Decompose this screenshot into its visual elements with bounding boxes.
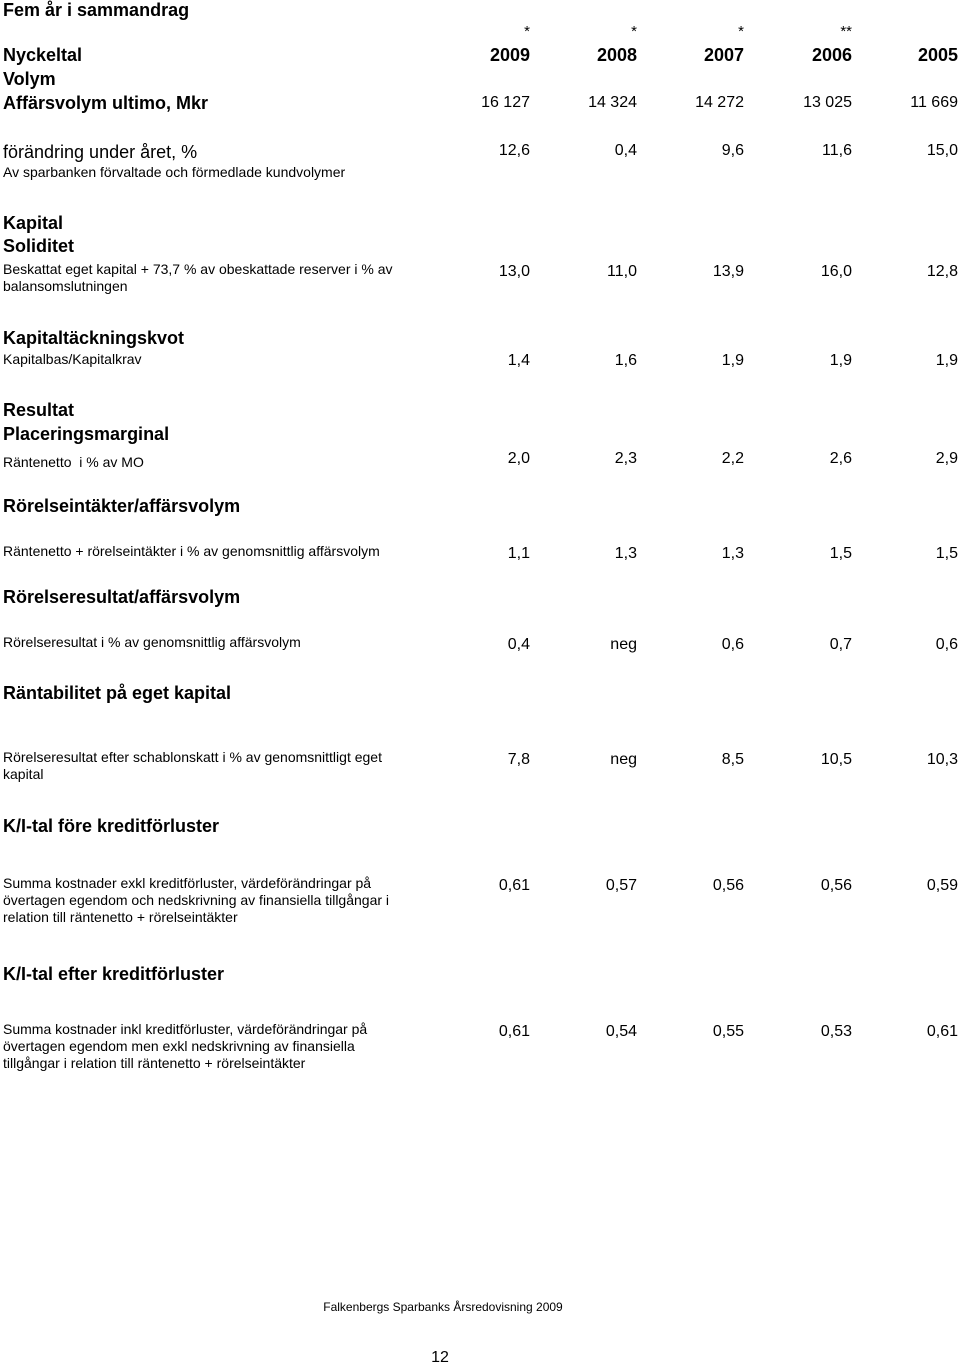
table-cell: 1,3 bbox=[721, 545, 744, 562]
table-cell: 0,56 bbox=[712, 877, 744, 894]
table-cell: 1,5 bbox=[829, 545, 852, 562]
table-cell: 13,9 bbox=[712, 263, 744, 280]
row-label: Kapitalbas/Kapitalkrav bbox=[3, 351, 142, 367]
table-cell: 13,0 bbox=[498, 263, 530, 280]
table-cell: 13 025 bbox=[803, 94, 852, 111]
table-cell: 10,5 bbox=[820, 751, 852, 768]
row-label: Summa kostnader inkl kreditförluster, värdeförändringar på övertagen egendom men exkl nedskrivning av finansiella tillgångar i relation till räntenetto + rörelseintäkter bbox=[3, 1021, 368, 1071]
table-cell: 15,0 bbox=[926, 142, 958, 159]
section-heading-kapital: Kapital bbox=[3, 213, 64, 233]
year-header: 2005 bbox=[917, 45, 958, 65]
table-cell: 14 272 bbox=[695, 94, 744, 111]
year-mark: * bbox=[524, 23, 530, 40]
table-cell: 10,3 bbox=[926, 751, 958, 768]
table-cell: 1,9 bbox=[935, 352, 958, 369]
table-cell: 16,0 bbox=[820, 263, 852, 280]
table-cell: 1,1 bbox=[507, 545, 530, 562]
table-cell: 0,4 bbox=[507, 636, 530, 653]
section-heading-rorelseresultat: Rörelseresultat/affärsvolym bbox=[3, 587, 241, 607]
year-mark: * bbox=[631, 23, 637, 40]
section-heading-volym: Volym bbox=[3, 69, 56, 89]
table-cell: 16 127 bbox=[481, 94, 530, 111]
page-footer: Falkenbergs Sparbanks Årsredovisning 2009 bbox=[323, 1300, 563, 1314]
table-cell: 2,9 bbox=[935, 450, 958, 467]
table-cell: 1,9 bbox=[829, 352, 852, 369]
table-cell: 8,5 bbox=[721, 751, 744, 768]
table-cell: 0,61 bbox=[926, 1023, 958, 1040]
section-heading-kapitaltackningskvot: Kapitaltäckningskvot bbox=[3, 328, 185, 348]
page-title: Fem år i sammandrag bbox=[3, 0, 190, 20]
table-cell: 2,6 bbox=[829, 450, 852, 467]
table-cell: 7,8 bbox=[507, 751, 530, 768]
table-cell: 9,6 bbox=[721, 142, 744, 159]
table-cell: 1,3 bbox=[614, 545, 637, 562]
section-heading-rantabilitet: Räntabilitet på eget kapital bbox=[3, 683, 232, 703]
year-header: 2006 bbox=[811, 45, 852, 65]
table-cell: 0,4 bbox=[614, 142, 637, 159]
table-cell: 0,61 bbox=[498, 877, 530, 894]
row-label: Affärsvolym ultimo, Mkr bbox=[3, 93, 209, 113]
table-cell: 2,0 bbox=[507, 450, 530, 467]
table-cell: neg bbox=[610, 636, 637, 653]
row-label: Beskattat eget kapital + 73,7 % av obeskattade reserver i % av balansomslutningen bbox=[3, 261, 393, 294]
table-cell: 0,54 bbox=[605, 1023, 637, 1040]
table-cell: 1,9 bbox=[721, 352, 744, 369]
row-note: Av sparbanken förvaltade och förmedlade kundvolymer bbox=[3, 164, 346, 180]
table-cell: neg bbox=[610, 751, 637, 768]
year-mark: * bbox=[738, 23, 744, 40]
table-cell: 1,5 bbox=[935, 545, 958, 562]
row-label: förändring under året, % bbox=[3, 142, 198, 162]
table-cell: 0,56 bbox=[820, 877, 852, 894]
column-header-label: Nyckeltal bbox=[3, 45, 83, 65]
section-heading-resultat: Resultat bbox=[3, 400, 75, 420]
section-heading-ki-efter: K/I-tal efter kreditförluster bbox=[3, 964, 225, 984]
page-number: 12 bbox=[431, 1349, 449, 1366]
year-header: 2008 bbox=[596, 45, 637, 65]
row-label: Rörelseresultat i % av genomsnittlig affärsvolym bbox=[3, 634, 301, 650]
section-heading-placeringsmarginal: Placeringsmarginal bbox=[3, 424, 170, 444]
table-cell: 12,6 bbox=[498, 142, 530, 159]
table-cell: 1,6 bbox=[614, 352, 637, 369]
row-label: Rörelseresultat efter schablonskatt i % av genomsnittligt eget kapital bbox=[3, 749, 382, 782]
year-mark: ** bbox=[840, 23, 852, 40]
table-cell: 12,8 bbox=[926, 263, 958, 280]
table-cell: 14 324 bbox=[588, 94, 637, 111]
table-cell: 11,6 bbox=[822, 142, 852, 159]
table-cell: 0,53 bbox=[820, 1023, 852, 1040]
table-cell: 0,7 bbox=[829, 636, 852, 653]
table-cell: 0,6 bbox=[935, 636, 958, 653]
section-heading-soliditet: Soliditet bbox=[3, 236, 74, 256]
year-header: 2009 bbox=[489, 45, 530, 65]
row-label: Summa kostnader exkl kreditförluster, värdeförändringar på övertagen egendom och nedskrivning av finansiella tillgångar i relation till räntenetto + rörelseintäkter bbox=[3, 875, 390, 925]
table-cell: 0,55 bbox=[712, 1023, 744, 1040]
table-cell: 11,0 bbox=[607, 263, 637, 280]
table-cell: 0,57 bbox=[605, 877, 637, 894]
table-cell: 0,61 bbox=[498, 1023, 530, 1040]
table-cell: 2,2 bbox=[721, 450, 744, 467]
row-label: Räntenetto + rörelseintäkter i % av genomsnittlig affärsvolym bbox=[3, 543, 380, 559]
table-cell: 0,59 bbox=[926, 877, 958, 894]
table-cell: 2,3 bbox=[614, 450, 637, 467]
table-cell: 0,6 bbox=[721, 636, 744, 653]
section-heading-ki-fore: K/I-tal före kreditförluster bbox=[3, 816, 220, 836]
row-label: Räntenetto i % av MO bbox=[3, 454, 144, 470]
year-header: 2007 bbox=[703, 45, 744, 65]
table-cell: 11 669 bbox=[910, 94, 958, 111]
section-heading-rorelseintakter: Rörelseintäkter/affärsvolym bbox=[3, 496, 241, 516]
table-cell: 1,4 bbox=[507, 352, 530, 369]
